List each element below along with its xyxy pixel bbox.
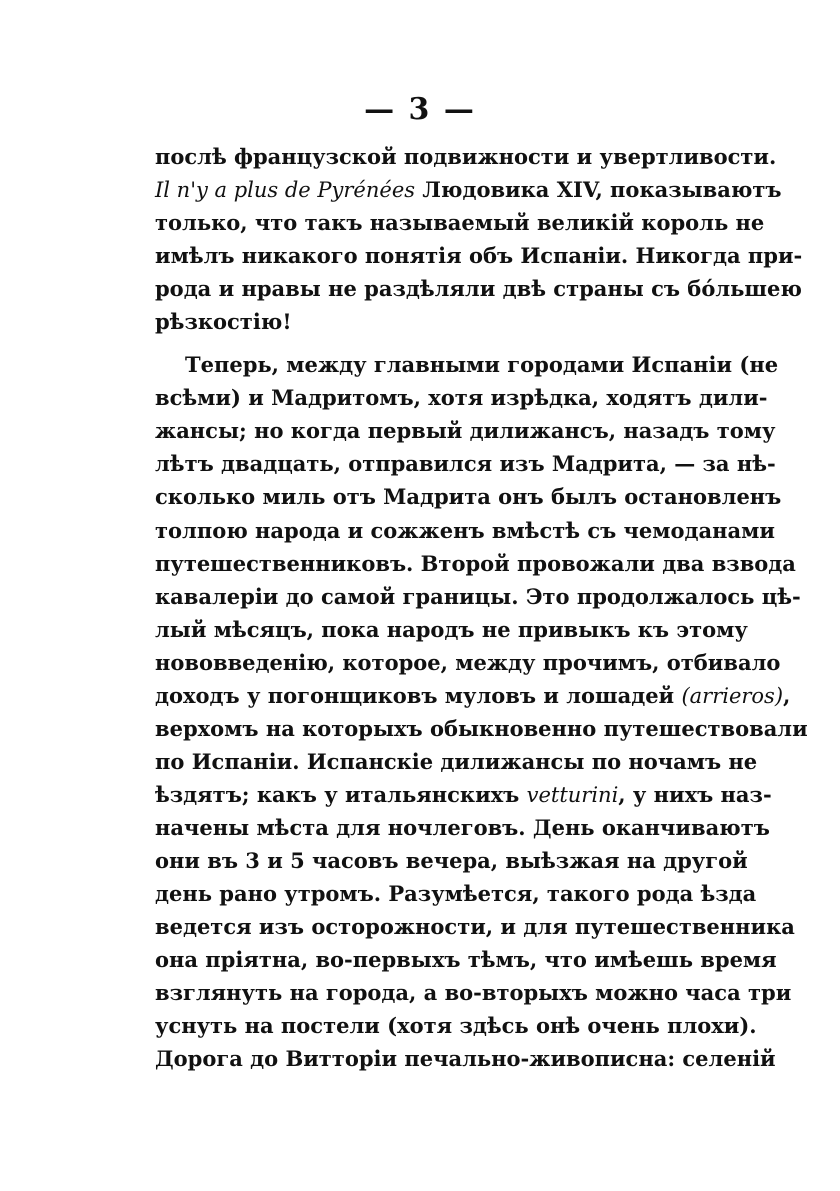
text-segment: нововведенію, которое, между прочимъ, отбивало: [155, 649, 781, 675]
text-segment: ,: [783, 682, 791, 708]
text-line: [155, 1042, 776, 1075]
italic-text: Il n'y a plus de Pyrénées: [155, 178, 416, 203]
text-line: [155, 745, 758, 778]
text-line: [155, 712, 808, 745]
text-segment: по Испаніи. Испанскіе дилижансы по ночамъ не: [155, 748, 758, 774]
text-segment: толпою народа и сожженъ вмѣстѣ съ чемоданами: [155, 517, 775, 543]
text-line: [155, 943, 777, 976]
text-segment: Людовика XIV, показываютъ: [415, 177, 782, 203]
text-segment: кавалеріи до самой границы. Это продолжалось цѣ-: [155, 583, 801, 609]
text-segment: ѣздятъ; какъ у итальянскихъ: [155, 781, 527, 807]
text-segment: , у нихъ наз-: [618, 781, 772, 807]
text-segment: Дорога до Витторіи печально-живописна: селеній: [155, 1046, 776, 1072]
text-segment: доходъ у погонщиковъ муловъ и лошадей: [155, 682, 682, 708]
text-line: [155, 514, 775, 547]
text-line: [155, 239, 803, 272]
text-segment: рѣзкостію!: [155, 309, 292, 335]
text-line: [155, 547, 796, 580]
page-number: — 3 —: [364, 92, 476, 127]
text-line: [155, 305, 740, 338]
text-segment: лый мѣсяцъ, пока народъ не привыкъ къ этому: [155, 616, 748, 642]
text-segment: день рано утромъ. Разумѣется, такого рода ѣзда: [155, 881, 757, 907]
text-segment: сколько миль отъ Мадрита онъ былъ остановленъ: [155, 484, 782, 510]
text-line: [155, 778, 772, 811]
text-segment: жансы; но когда первый дилижансъ, назадъ тому: [155, 418, 776, 444]
text-segment: верхомъ на которыхъ обыкновенно путешествовали: [155, 715, 808, 741]
text-segment: рода и нравы не раздѣляли двѣ страны съ бóльшею: [155, 276, 802, 302]
text-segment: имѣлъ никакого понятія объ Испаніи. Никогда при-: [155, 243, 803, 269]
text-line: [155, 976, 792, 1009]
text-line: [155, 348, 779, 381]
text-line: [155, 381, 768, 414]
text-line: [155, 1009, 757, 1042]
text-segment: лѣтъ двадцать, отправился изъ Мадрита, — за нѣ-: [155, 451, 776, 477]
text-line: [155, 613, 748, 646]
text-segment: взглянуть на города, а во-вторыхъ можно часа три: [155, 980, 792, 1006]
text-line: [155, 811, 770, 844]
text-segment: путешественниковъ. Второй провожали два взвода: [155, 550, 796, 576]
text-line: [155, 447, 776, 480]
text-segment: всѣми) и Мадритомъ, хотя изрѣдка, ходятъ дили-: [155, 385, 768, 411]
text-line: [155, 206, 765, 239]
text-line: [155, 844, 748, 877]
text-segment: только, что такъ называемый великій король не: [155, 210, 765, 236]
text-line: [155, 646, 781, 679]
text-segment: начены мѣста для ночлеговъ. День оканчиваютъ: [155, 814, 770, 840]
text-line: [155, 877, 757, 910]
italic-text: (arrieros): [681, 683, 784, 708]
text-line: [155, 414, 776, 447]
text-line: [155, 580, 801, 613]
text-segment: Теперь, между главными городами Испаніи (не: [185, 352, 779, 378]
text-segment: уснуть на постели (хотя здѣсь онѣ очень плохи).: [155, 1013, 757, 1039]
body-text: [155, 140, 808, 1075]
text-line: [155, 140, 777, 173]
text-line: [155, 173, 782, 206]
italic-text: vetturini: [526, 782, 619, 807]
text-line: [155, 480, 782, 513]
text-segment: послѣ французской подвижности и увертливости.: [155, 144, 777, 169]
text-segment: ведется изъ осторожности, и для путешественника: [155, 914, 795, 940]
text-line: [155, 679, 791, 712]
text-segment: она пріятна, во-первыхъ тѣмъ, что имѣешь время: [155, 947, 777, 973]
text-line: [155, 910, 795, 943]
paragraph: [155, 348, 808, 1075]
text-line: [155, 272, 802, 305]
paragraph: [155, 140, 803, 338]
text-segment: они въ 3 и 5 часовъ вечера, выѣзжая на другой: [155, 847, 748, 873]
